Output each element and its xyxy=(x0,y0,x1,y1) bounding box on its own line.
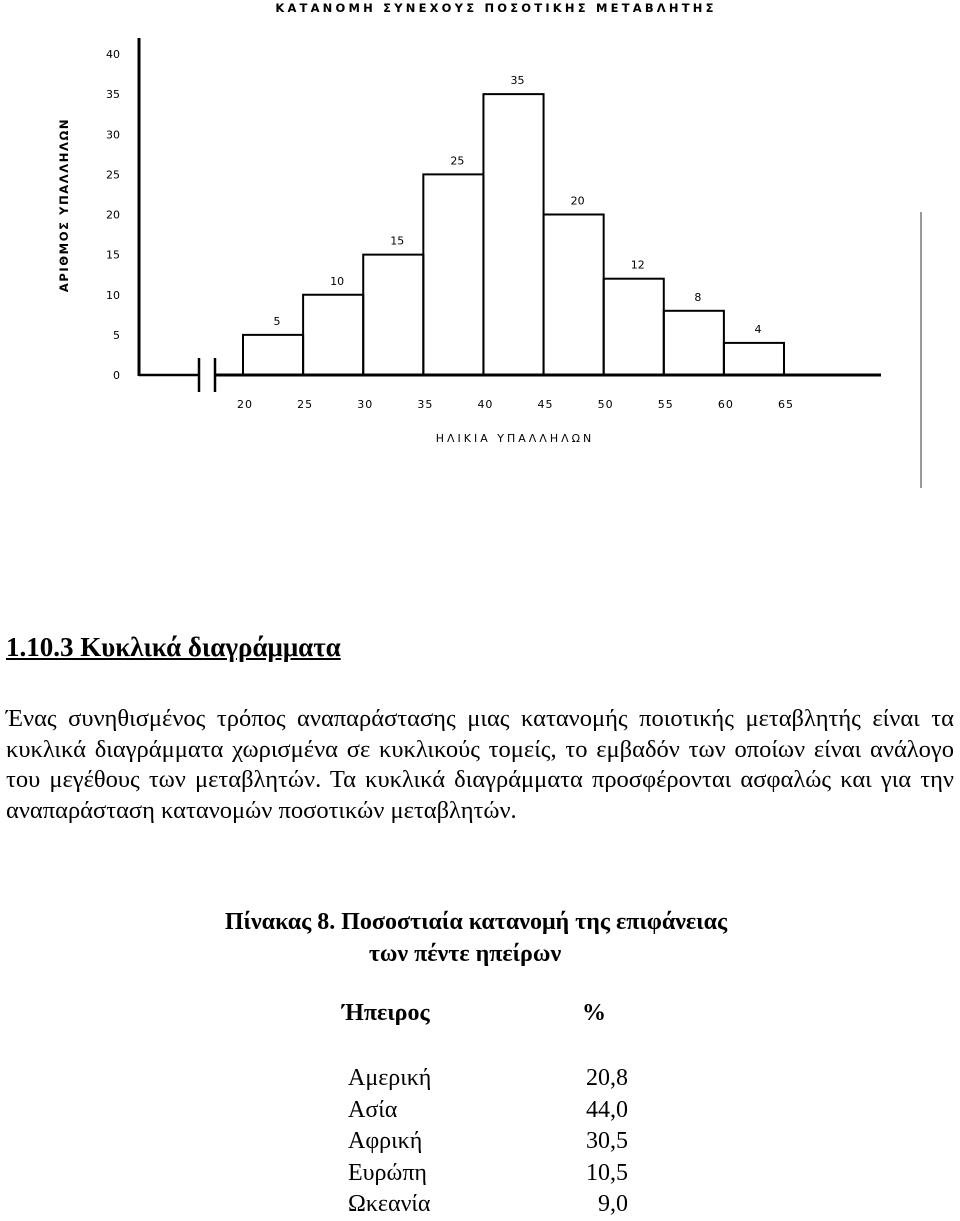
x-tick-label: 45 xyxy=(537,398,554,411)
histogram-bar xyxy=(363,255,423,375)
continent-name: Ευρώπη xyxy=(348,1159,427,1186)
table-header-percent: % xyxy=(582,1000,606,1026)
x-tick-label: 55 xyxy=(657,398,674,411)
continent-name: Ωκεανία xyxy=(348,1191,431,1217)
y-tick-labels xyxy=(106,48,120,382)
continent-name: Αφρική xyxy=(348,1128,423,1154)
y-tick-label: 35 xyxy=(106,88,120,102)
continent-percent: 30,5 xyxy=(586,1128,628,1154)
bar-value-label: 5 xyxy=(273,314,281,328)
y-tick-label: 0 xyxy=(113,369,120,382)
x-tick-label: 60 xyxy=(717,398,734,411)
bar-value-label: 15 xyxy=(390,234,405,248)
chart-title: ΚΑΤΑΝΟΜΗ ΣΥΝΕΧΟΥΣ ΠΟΣΟΤΙΚΗΣ ΜΕΤΑΒΛΗΤΗΣ xyxy=(275,1,717,15)
histogram-bar xyxy=(544,215,604,376)
bar-value-label: 8 xyxy=(694,290,702,304)
x-tick-label: 40 xyxy=(477,398,494,411)
histogram-bar xyxy=(243,335,303,375)
table-row xyxy=(348,1063,628,1095)
bar-value-label: 4 xyxy=(754,322,762,336)
x-tick-labels xyxy=(237,398,794,411)
bar-value-label: 35 xyxy=(510,74,525,88)
bar-value-label: 25 xyxy=(450,154,465,168)
histogram-bar xyxy=(664,311,724,375)
section-heading: 1.10.3 Κυκλικά διαγράμματα xyxy=(6,632,341,662)
bar-value-label: 10 xyxy=(330,274,345,288)
x-tick-label: 25 xyxy=(297,398,314,411)
table-row xyxy=(348,1126,628,1158)
y-tick-label: 30 xyxy=(106,128,120,142)
histogram-bar xyxy=(303,295,363,375)
table-row xyxy=(348,1158,628,1190)
histogram-bar xyxy=(483,94,543,375)
histogram-bar xyxy=(604,279,664,375)
continent-percent: 20,8 xyxy=(586,1065,628,1091)
y-tick-label: 5 xyxy=(113,328,120,342)
y-tick-label: 10 xyxy=(106,288,120,302)
table-caption-line-1: Πίνακας 8. Ποσοστιαία κατανομή της επιφάνειας xyxy=(224,909,728,935)
histogram-bar xyxy=(423,174,483,375)
x-axis-label: ΗΛΙΚΙΑ ΥΠΑΛΛΗΛΩΝ xyxy=(435,432,595,445)
histogram-bar xyxy=(724,343,784,375)
x-tick-label: 35 xyxy=(417,398,434,411)
y-tick-label: 20 xyxy=(106,208,120,222)
histogram-chart xyxy=(0,0,960,500)
table-caption-line-2: των πέντε ηπείρων xyxy=(368,941,562,967)
histogram-bars xyxy=(243,94,784,375)
y-tick-label: 15 xyxy=(106,248,120,262)
table-row xyxy=(348,1095,628,1127)
x-tick-label: 65 xyxy=(778,398,794,411)
y-tick-label: 40 xyxy=(106,48,120,61)
body-paragraph: Ένας συνηθισμένος τρόπος αναπαράστασης μιας κατανομής ποιοτικής μεταβλητής είναι τα κυκλικά διαγράμματα χωρισμένα σε κυκλικούς τομείς, το εμβαδόν των οποίων είναι ανάλογο του μεγέθους των μεταβλητών. Τα κυκλικά διαγράμματα προσφέρονται ασφαλώς και για την αναπαράσταση κατανομών ποσοτικών μεταβλητών. xyxy=(6,705,954,824)
y-axis-label: ΑΡΙΘΜΟΣ ΥΠΑΛΛΗΛΩΝ xyxy=(57,117,71,293)
x-tick-label: 30 xyxy=(357,398,374,411)
continent-table xyxy=(348,1063,628,1221)
table-header-continent: Ήπειρος xyxy=(342,1000,430,1026)
continent-name: Αμερική xyxy=(348,1065,432,1091)
x-tick-label: 20 xyxy=(237,398,253,411)
bar-value-labels xyxy=(274,74,762,336)
continent-name: Ασία xyxy=(348,1096,398,1123)
y-tick-label: 25 xyxy=(106,168,120,182)
continent-percent: 10,5 xyxy=(586,1159,628,1186)
x-tick-label: 50 xyxy=(597,398,614,411)
bar-value-label: 12 xyxy=(630,258,645,272)
continent-percent: 44,0 xyxy=(586,1096,628,1123)
bar-value-label: 20 xyxy=(570,194,585,208)
continent-percent: 9,0 xyxy=(598,1191,628,1217)
table-caption xyxy=(0,906,960,970)
